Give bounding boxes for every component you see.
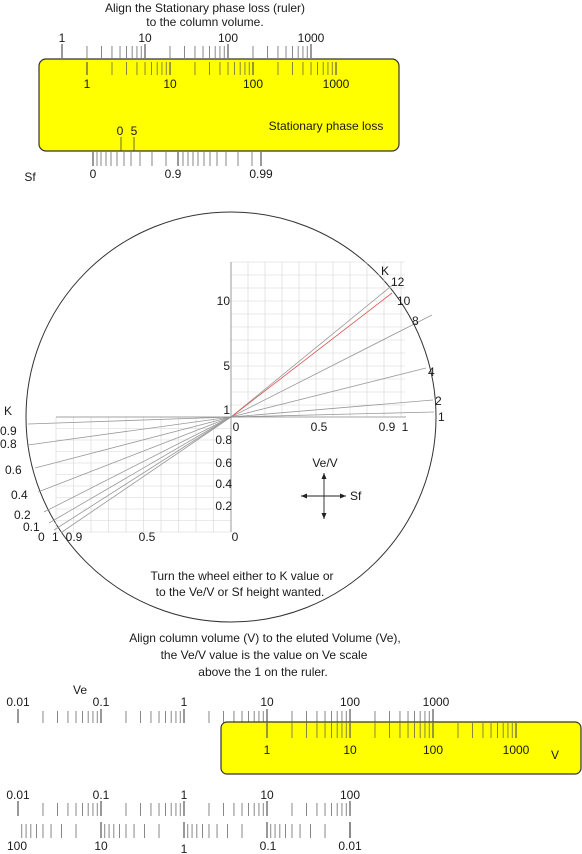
y-tick-0-6: 0.6 — [215, 456, 232, 470]
ve-label-1000: 1000 — [422, 695, 450, 709]
x-tick-0-9: 0.9 — [378, 420, 396, 434]
v-ruler-title: V — [550, 748, 560, 762]
bottom-lower-label-0-01: 0.01 — [338, 839, 362, 853]
top-upper-label-100: 100 — [217, 31, 239, 45]
bottom-upper-ticks — [18, 801, 350, 816]
sf-arrow-label: Sf — [350, 489, 362, 503]
ruler-title: Stationary phase loss — [268, 119, 384, 133]
y-tick-0-4: 0.4 — [215, 477, 232, 491]
k-value-4: 4 — [428, 365, 435, 379]
k-value-8: 8 — [412, 314, 419, 328]
bottom-lower-ticks — [22, 822, 350, 838]
k-value-left-0: 0 — [38, 530, 45, 544]
ve-label-0-1: 0.1 — [92, 695, 110, 709]
top-upper-scale-ticks — [62, 44, 311, 58]
k-value-left-0-2: 0.2 — [14, 508, 31, 522]
sf-tick-0-9: 0.9 — [164, 167, 182, 181]
x-tick-left-0-9: 0.9 — [65, 530, 83, 544]
x-tick-0: 0 — [232, 420, 240, 434]
ve-label-10: 10 — [260, 695, 274, 709]
sf-tick-0-99: 0.99 — [249, 167, 273, 181]
k-line — [54, 417, 231, 530]
x-tick-left-0-5: 0.5 — [138, 530, 156, 544]
k-wheel[interactable] — [26, 212, 436, 622]
y-tick-0-2: 0.2 — [215, 499, 232, 513]
bottom-lower-label-1: 1 — [180, 842, 188, 854]
top-instruction-line1: Align the Stationary phase loss (ruler) — [104, 1, 306, 15]
v-ruler-label-100: 100 — [422, 743, 444, 757]
x-tick-1: 1 — [401, 420, 409, 434]
sf-scale-label: Sf — [24, 170, 36, 184]
k-label-left: K — [4, 404, 13, 418]
k-line — [231, 368, 426, 417]
y-tick-0-8: 0.8 — [215, 433, 232, 447]
y-tick-0: 0 — [231, 530, 239, 544]
bottom-upper-label-0-1: 0.1 — [92, 788, 110, 802]
top-instruction-line2: to the column volume. — [146, 15, 264, 29]
bottom-lower-label-10: 10 — [94, 839, 108, 853]
column-volume-ruler[interactable] — [221, 722, 581, 774]
sf-scale-ticks — [93, 152, 261, 166]
y-tick-1: 1 — [223, 403, 230, 417]
k-value-left-0-9: 0.9 — [0, 424, 17, 438]
ruler-mark-5: 5 — [130, 124, 138, 138]
v-ruler-label-1: 1 — [263, 743, 271, 757]
wheel-instruction-line2: to the Ve/V or Sf height wanted. — [155, 585, 325, 599]
ruler-label-100: 100 — [242, 77, 264, 91]
k-line — [28, 417, 231, 424]
bottom-lower-label-100: 100 — [6, 839, 28, 853]
bottom-upper-label-1: 1 — [180, 788, 188, 802]
top-upper-label-1000: 1000 — [297, 31, 325, 45]
y-tick-5: 5 — [223, 359, 230, 373]
wheel-instruction-line1: Turn the wheel either to K value or — [150, 569, 334, 583]
k-line — [28, 417, 231, 445]
ve-label-0-01: 0.01 — [6, 695, 30, 709]
k-line — [231, 283, 395, 417]
bottom-upper-label-100: 100 — [339, 788, 361, 802]
bottom-instruction-line1: Align column volume (V) to the eluted Volume (Ve), — [129, 631, 401, 645]
k-line — [49, 417, 231, 523]
bottom-upper-label-10: 10 — [260, 788, 274, 802]
k-label-right: K — [381, 264, 390, 278]
k-value-left-0-4: 0.4 — [11, 488, 28, 502]
ve-label-1: 1 — [180, 695, 188, 709]
top-upper-label-1: 1 — [58, 31, 66, 45]
ve-scale-ticks — [18, 709, 433, 723]
k-value-left-0-8: 0.8 — [0, 437, 17, 451]
k-value-left-0-1: 0.1 — [23, 520, 40, 534]
k-value-left-1: 1 — [52, 530, 59, 544]
k-value-10: 10 — [397, 294, 411, 308]
direction-arrows-icon — [301, 473, 346, 519]
ve-label-100: 100 — [339, 695, 361, 709]
ruler-label-1000: 1000 — [322, 77, 350, 91]
bottom-lower-label-0-1: 0.1 — [259, 839, 277, 853]
k-line — [35, 417, 231, 468]
v-ruler-label-1000: 1000 — [502, 743, 530, 757]
ve-label: Ve — [72, 683, 88, 697]
ruler-label-1: 1 — [83, 77, 91, 91]
ve-v-arrow-label: Ve/V — [312, 456, 338, 470]
k-line — [231, 293, 392, 417]
v-ruler-label-10: 10 — [343, 743, 357, 757]
ruler-mark-0: 0 — [116, 124, 124, 138]
ruler-label-10: 10 — [163, 77, 177, 91]
stationary-phase-ruler[interactable] — [39, 59, 399, 151]
k-value-left-0-6: 0.6 — [5, 463, 22, 477]
bottom-instruction-line2: the Ve/V value is the value on Ve scale — [160, 648, 368, 662]
y-tick-10: 10 — [216, 294, 230, 308]
k-value-12: 12 — [391, 275, 405, 289]
bottom-upper-label-0-01: 0.01 — [6, 788, 30, 802]
stationary-phase-ruler-body[interactable] — [39, 59, 399, 151]
sf-tick-0: 0 — [89, 167, 97, 181]
k-value-1: 1 — [438, 410, 445, 424]
bottom-instruction-line3: above the 1 on the ruler. — [198, 665, 328, 679]
k-value-2: 2 — [435, 394, 442, 408]
x-tick-0-5: 0.5 — [310, 420, 328, 434]
top-upper-label-10: 10 — [138, 31, 152, 45]
